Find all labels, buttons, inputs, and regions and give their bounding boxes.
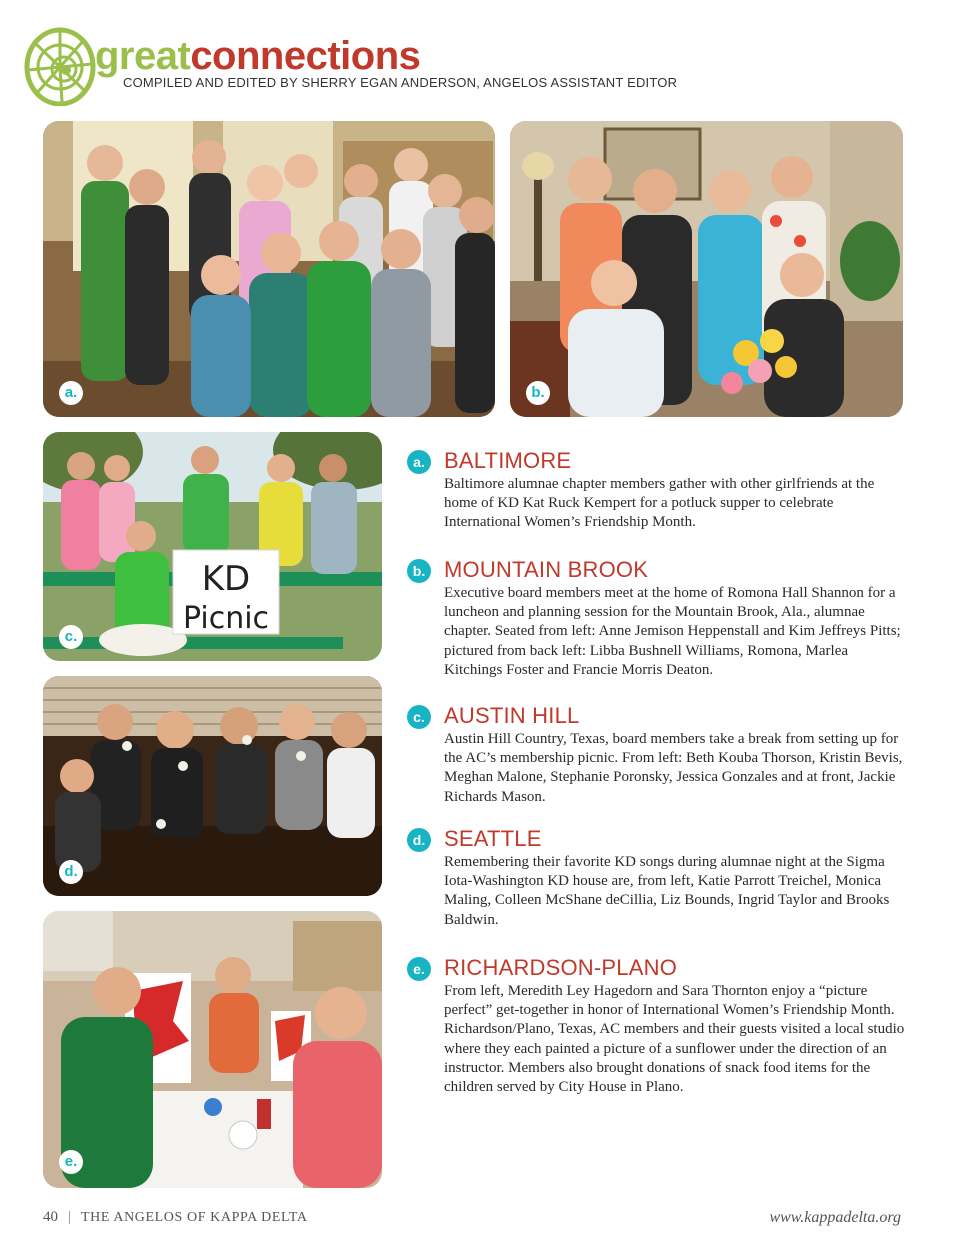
- sign-text-picnic: Picnic: [182, 601, 270, 636]
- photo-label-d: d.: [59, 860, 83, 884]
- photo-mountain-brook: [510, 121, 903, 417]
- caption-heading-mountain-brook: MOUNTAIN BROOK: [444, 557, 649, 582]
- photo-label-b: b.: [526, 381, 550, 405]
- caption-badge-e: e.: [407, 957, 431, 981]
- caption-austin-hill: [413, 703, 910, 807]
- caption-seattle: [412, 826, 910, 930]
- caption-body-mountain-brook: Executive board members meet at the home of Romona Hall Shannon for a luncheon and planning session for the Mountain Brook, Ala., alumnae chapter. Seated from left: Anne Jemison Heppenstall and Kim Jeffreys Pitts; pictured from back left: Libba Bushnell Williams, Romona, Marlea Kitchings Foster and Francie Morris Deaton.: [444, 585, 901, 678]
- caption-richardson-plano: [413, 955, 910, 1097]
- photo-seattle: [43, 676, 382, 896]
- caption-heading-baltimore: BALTIMORE: [444, 448, 572, 473]
- photo-label-e: e.: [59, 1150, 83, 1174]
- caption-body-baltimore: Baltimore alumnae chapter members gather with other girlfriends at the home of KD Kat Ruck Kempert for a potluck supper to celebrate International Women’s Friendship Month.: [444, 476, 875, 531]
- photo-baltimore: [43, 121, 495, 417]
- caption-heading-austin-hill: AUSTIN HILL: [444, 703, 580, 728]
- photo-label-c: c.: [59, 625, 83, 649]
- sign-text-kd: KD: [201, 559, 251, 599]
- masthead-title: [95, 34, 420, 78]
- website-link[interactable]: www.kappadelta.org: [769, 1209, 901, 1226]
- caption-badge-d: d.: [407, 828, 431, 852]
- masthead-connections: connections: [190, 34, 421, 78]
- photo-austin-hill: [43, 432, 382, 661]
- caption-badge-a: a.: [407, 450, 431, 474]
- publication-name: THE ANGELOS OF KAPPA DELTA: [81, 1210, 308, 1225]
- caption-badge-c: c.: [407, 705, 431, 729]
- page-number: 40: [43, 1209, 58, 1225]
- byline: COMPILED AND EDITED BY SHERRY EGAN ANDERSON, ANGELOS ASSISTANT EDITOR: [123, 75, 678, 90]
- caption-badge-b: b.: [407, 559, 431, 583]
- caption-body-richardson-plano: From left, Meredith Ley Hagedorn and Sara Thornton enjoy a “picture perfect” get-together in honor of International Women’s Friendship Month. Richardson/Plano, Texas, AC members and their guests visited a local studio where they each painted a picture of a sunflower under the direction of an instructor. Members also brought donations of snack food items for the children served by City House in Plano.: [444, 983, 905, 1096]
- caption-heading-richardson-plano: RICHARDSON-PLANO: [444, 955, 678, 980]
- footer-separator: |: [68, 1209, 72, 1225]
- photo-richardson-plano: [43, 911, 382, 1188]
- caption-body-seattle: Remembering their favorite KD songs during alumnae night at the Sigma Iota-Washington KD house are, from left, Katie Parrott Treichel, Monica Maling, Colleen McShane deCillia, Liz Bounds, Ingrid Taylor and Brooks Baldwin.: [444, 854, 890, 928]
- footer-folio: [43, 1209, 308, 1226]
- nautilus-shell-icon: [24, 26, 96, 106]
- photo-label-a: a.: [59, 381, 83, 405]
- masthead-great: great: [95, 34, 191, 78]
- caption-baltimore: [413, 448, 910, 533]
- caption-body-austin-hill: Austin Hill Country, Texas, board members take a break from setting up for the AC’s membership picnic. From left: Beth Kouba Thorson, Kristin Bevis, Meghan Malone, Stephanie Poronsky, Jessica Gonzales and at front, Jackie Richards Mason.: [444, 731, 903, 805]
- caption-heading-seattle: SEATTLE: [444, 826, 542, 851]
- caption-mountain-brook: [412, 557, 910, 680]
